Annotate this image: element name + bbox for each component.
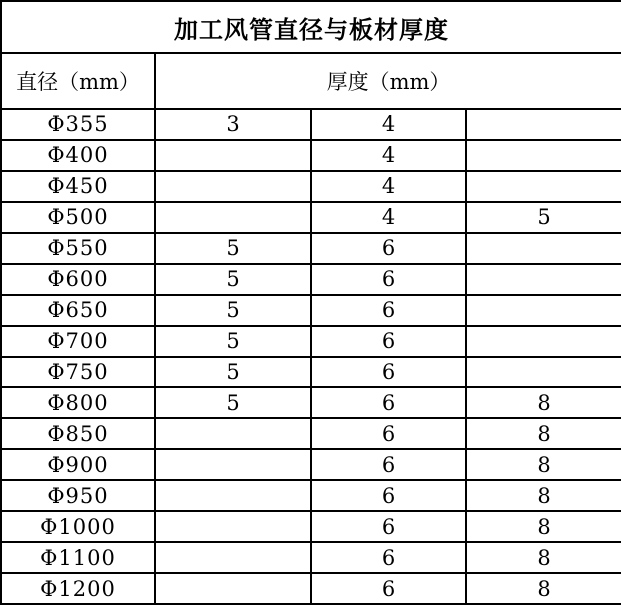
thickness-cell [155, 140, 311, 171]
thickness-cell [155, 418, 311, 449]
diameter-cell: Φ700 [1, 326, 155, 357]
diameter-cell: Φ600 [1, 264, 155, 295]
diameter-cell: Φ800 [1, 387, 155, 418]
thickness-cell: 6 [311, 542, 466, 573]
title-row [1, 1, 621, 53]
thickness-cell: 6 [311, 233, 466, 264]
thickness-cell: 5 [155, 233, 311, 264]
table-row [1, 542, 621, 573]
diameter-cell: Φ450 [1, 171, 155, 202]
table-row [1, 357, 621, 388]
thickness-cell [466, 295, 621, 326]
table-row [1, 140, 621, 171]
thickness-cell: 6 [311, 573, 466, 604]
thickness-cell [466, 233, 621, 264]
table-row [1, 418, 621, 449]
thickness-cell [155, 573, 311, 604]
thickness-column-header: 厚度（mm） [155, 53, 621, 109]
table-row [1, 449, 621, 480]
diameter-cell: Φ900 [1, 449, 155, 480]
diameter-cell: Φ355 [1, 109, 155, 140]
table-body [1, 109, 621, 604]
diameter-cell: Φ1000 [1, 511, 155, 542]
table-row [1, 387, 621, 418]
thickness-cell: 6 [311, 511, 466, 542]
thickness-cell [155, 511, 311, 542]
thickness-cell: 8 [466, 418, 621, 449]
thickness-cell [155, 171, 311, 202]
thickness-cell [155, 449, 311, 480]
thickness-cell [155, 202, 311, 233]
thickness-cell: 8 [466, 480, 621, 511]
diameter-cell: Φ1200 [1, 573, 155, 604]
table-row [1, 326, 621, 357]
table-head [1, 1, 621, 109]
table-row [1, 573, 621, 604]
thickness-cell: 6 [311, 326, 466, 357]
thickness-cell: 4 [311, 202, 466, 233]
thickness-cell: 5 [155, 387, 311, 418]
thickness-cell: 6 [311, 449, 466, 480]
diameter-cell: Φ650 [1, 295, 155, 326]
thickness-cell: 6 [311, 357, 466, 388]
thickness-cell: 8 [466, 511, 621, 542]
table-title: 加工风管直径与板材厚度 [1, 1, 621, 53]
thickness-cell: 4 [311, 171, 466, 202]
thickness-cell [466, 357, 621, 388]
diameter-cell: Φ500 [1, 202, 155, 233]
table-row [1, 264, 621, 295]
thickness-cell: 5 [466, 202, 621, 233]
thickness-cell: 5 [155, 295, 311, 326]
table-row [1, 480, 621, 511]
thickness-cell [466, 140, 621, 171]
table-row [1, 202, 621, 233]
thickness-cell: 6 [311, 480, 466, 511]
thickness-cell [466, 109, 621, 140]
thickness-cell: 8 [466, 387, 621, 418]
diameter-cell: Φ750 [1, 357, 155, 388]
thickness-cell [466, 264, 621, 295]
thickness-cell: 8 [466, 449, 621, 480]
thickness-cell: 6 [311, 264, 466, 295]
header-row [1, 53, 621, 109]
thickness-cell: 6 [311, 295, 466, 326]
thickness-cell [466, 326, 621, 357]
diameter-cell: Φ950 [1, 480, 155, 511]
diameter-cell: Φ550 [1, 233, 155, 264]
table-row [1, 109, 621, 140]
table-row [1, 511, 621, 542]
thickness-cell: 3 [155, 109, 311, 140]
thickness-cell [155, 542, 311, 573]
thickness-cell: 5 [155, 264, 311, 295]
thickness-cell [155, 480, 311, 511]
diameter-cell: Φ400 [1, 140, 155, 171]
table-row [1, 233, 621, 264]
thickness-cell: 6 [311, 387, 466, 418]
table-row [1, 295, 621, 326]
diameter-column-header: 直径（mm） [1, 53, 155, 109]
thickness-cell [466, 171, 621, 202]
thickness-cell: 8 [466, 573, 621, 604]
thickness-cell: 4 [311, 109, 466, 140]
diameter-cell: Φ1100 [1, 542, 155, 573]
thickness-cell: 5 [155, 326, 311, 357]
thickness-cell: 5 [155, 357, 311, 388]
table-row [1, 171, 621, 202]
thickness-cell: 8 [466, 542, 621, 573]
thickness-cell: 4 [311, 140, 466, 171]
diameter-cell: Φ850 [1, 418, 155, 449]
thickness-cell: 6 [311, 418, 466, 449]
